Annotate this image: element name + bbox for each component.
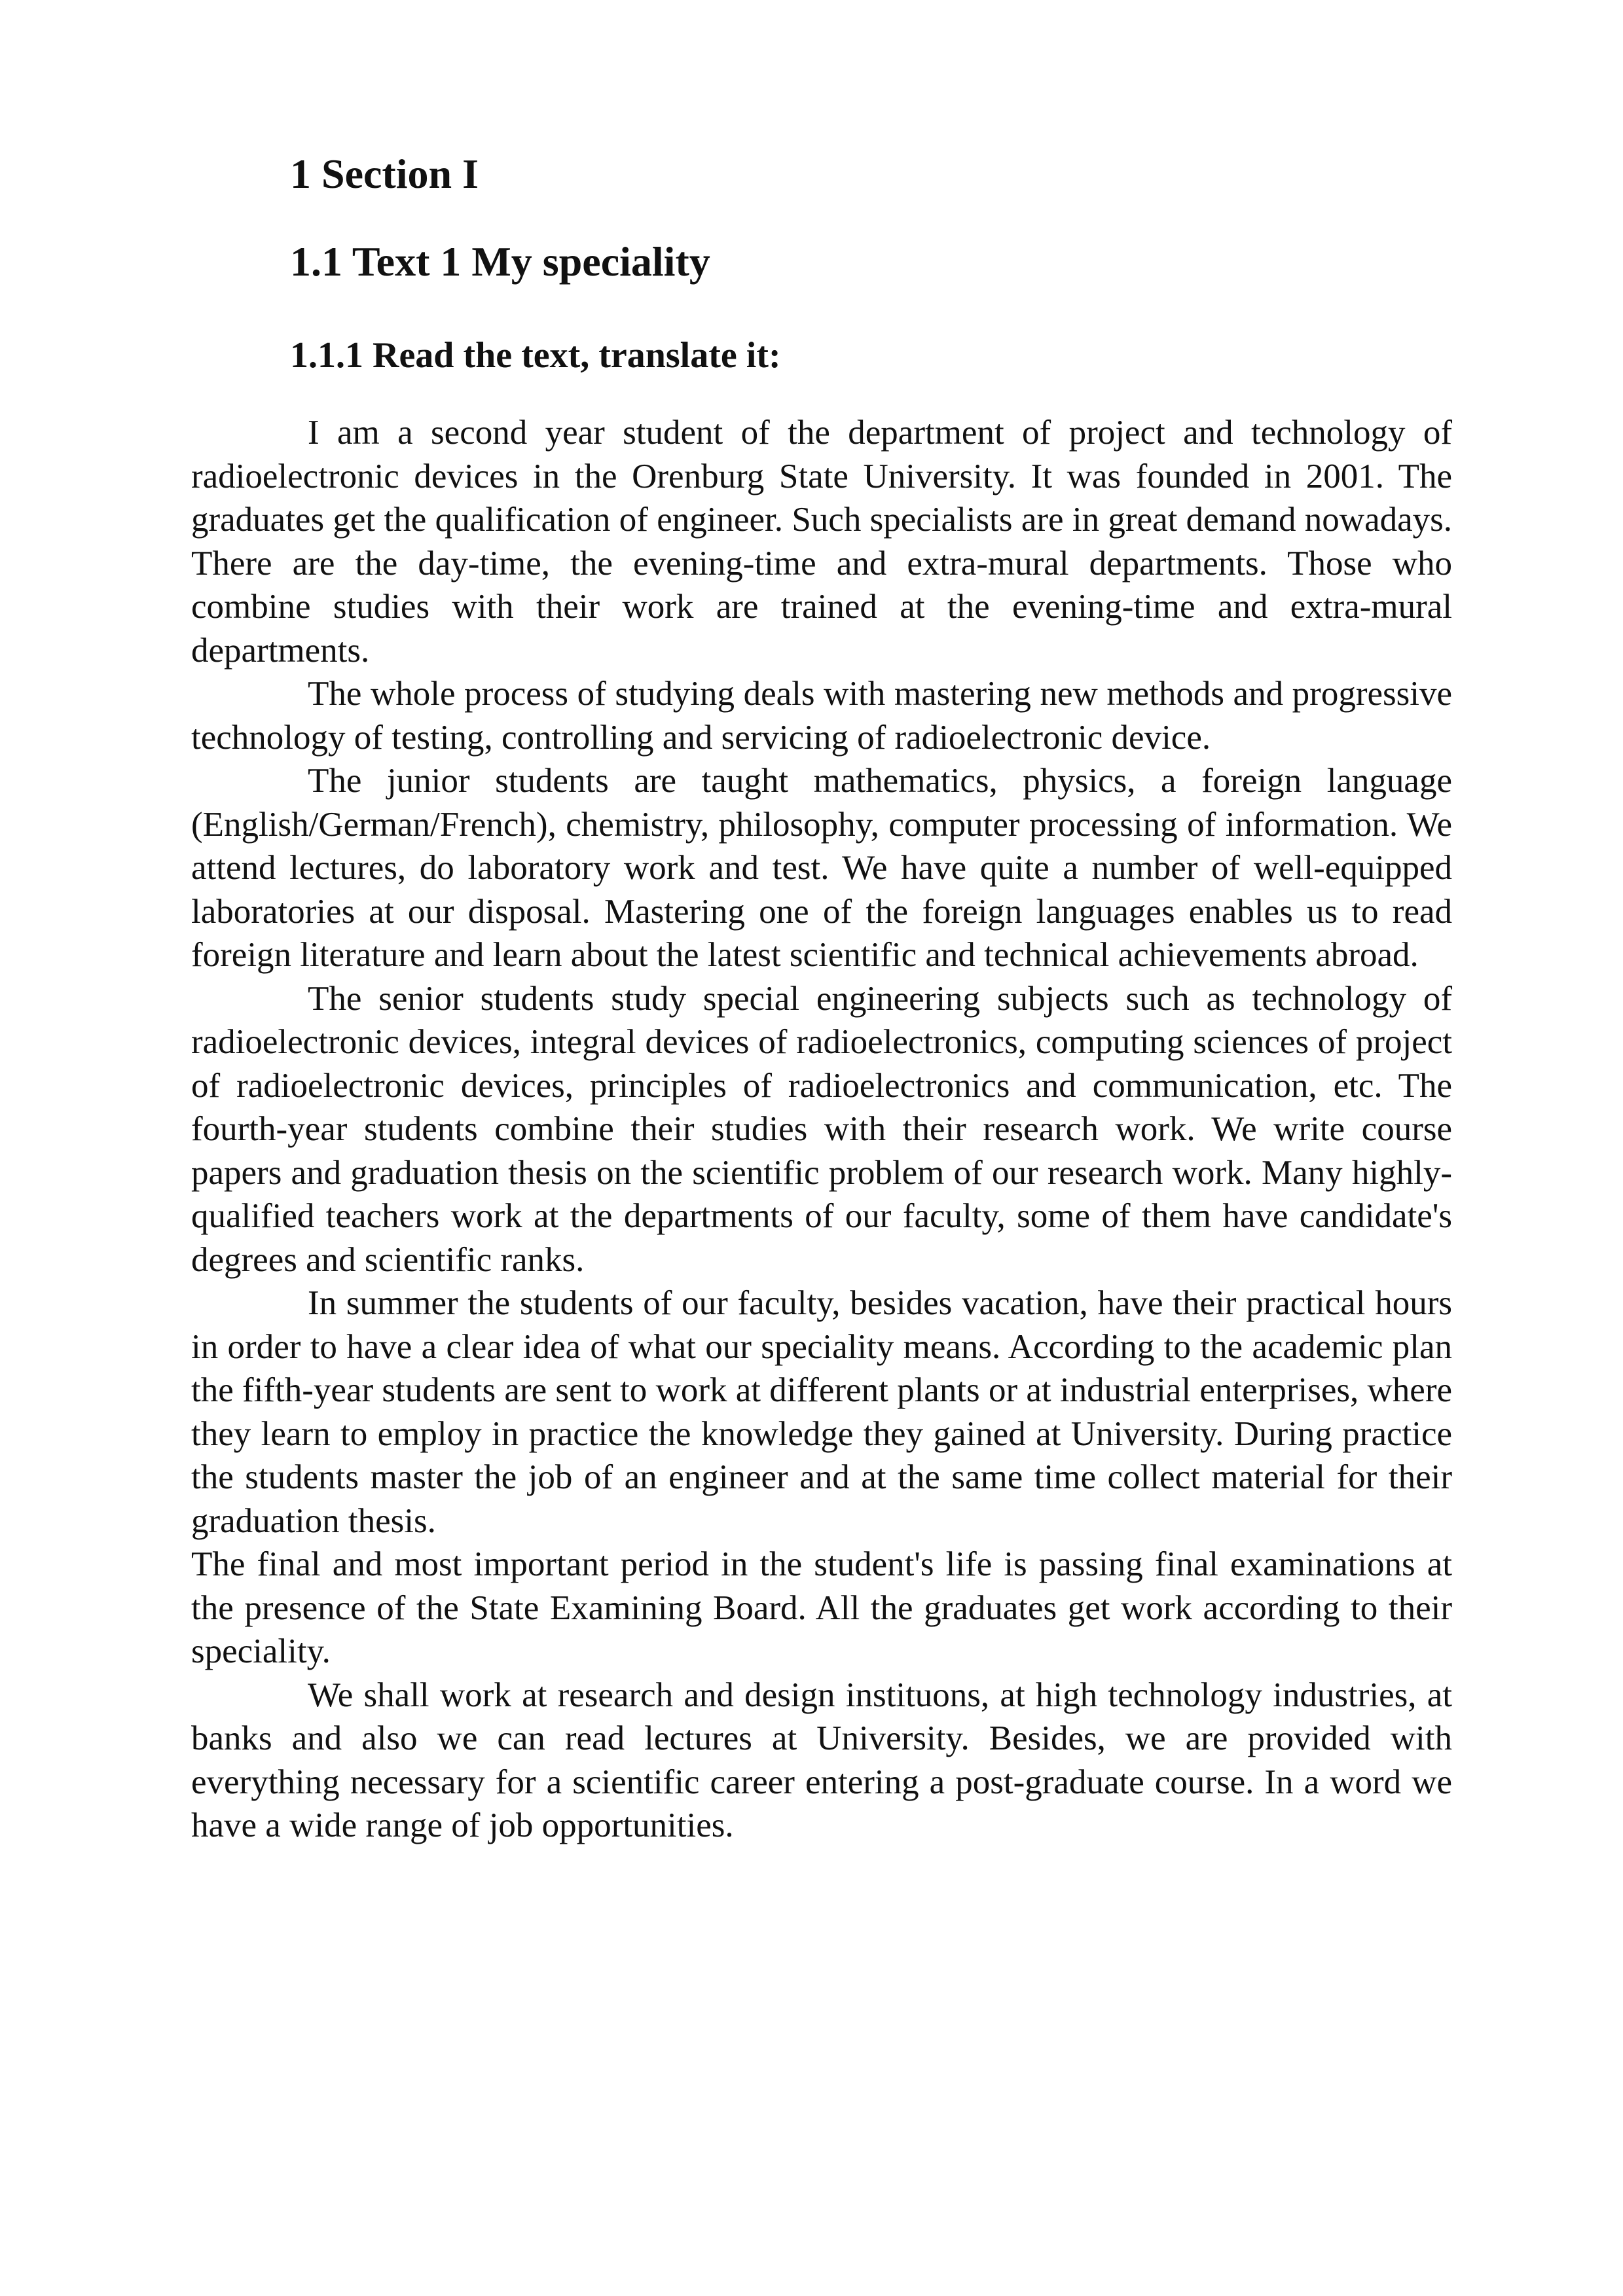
body-text <box>191 411 1452 1848</box>
text-heading: 1.1 Text 1 My speciality <box>290 238 710 285</box>
paragraph-intro: I am a second year student of the department of project and technology of radioelectronic devices in the Orenburg State University. It was founded in 2001. The graduates get the qualification of engineer. Such specialists are in great demand nowadays. There are the day-time, the evening-time and extra-mural departments. Those who combine studies with their work are trained at the evening-time and extra-mural departments. <box>191 414 1452 670</box>
paragraph-final-exams: The final and most important period in the student's life is passing final examinations at the presence of the State Examining Board. All the graduates get work according to their speciality. <box>191 1545 1452 1670</box>
task-heading: 1.1.1 Read the text, translate it: <box>290 335 781 376</box>
paragraph-career: We shall work at research and design instituons, at high technology industries, at banks and also we can read lectures at University. Besides, we are provided with everything necessary for a scientific career entering a post-graduate course. In a word we have a wide range of job opportunities. <box>191 1676 1452 1844</box>
paragraph-senior-students: The senior students study special engineering subjects such as technology of radioelectronic devices, integral devices of radioelectronics, computing sciences of project of radioelectronic devices, principles of radioelectronics and communication, etc. The fourth-year students combine their studies with their research work. We write course papers and graduation thesis on the scientific problem of our research work. Many highly-qualified teachers work at the departments of our faculty, some of them have candidate's degrees and scientific ranks. <box>191 979 1452 1279</box>
paragraph-studying: The whole process of studying deals with mastering new methods and progressive technology of testing, controlling and servicing of radioelectronic device. <box>191 675 1452 757</box>
paragraph-junior-students: The junior students are taught mathematics, physics, a foreign language (English/German/French), chemistry, philosophy, computer processing of information. We attend lectures, do laboratory work and test. We have quite a number of well-equipped laboratories at our disposal. Mastering one of the foreign languages enables us to read foreign literature and learn about the latest scientific and technical achievements abroad. <box>191 762 1452 974</box>
paragraph-summer-practice: In summer the students of our faculty, besides vacation, have their practical hours in order to have a clear idea of what our speciality means. According to the academic plan the fifth-year students are sent to work at different plants or at industrial enterprises, where they learn to employ in practice the knowledge they gained at University. During practice the students master the job of an engineer and at the same time collect material for their graduation thesis. <box>191 1284 1452 1540</box>
section-heading: 1 Section I <box>290 151 479 197</box>
